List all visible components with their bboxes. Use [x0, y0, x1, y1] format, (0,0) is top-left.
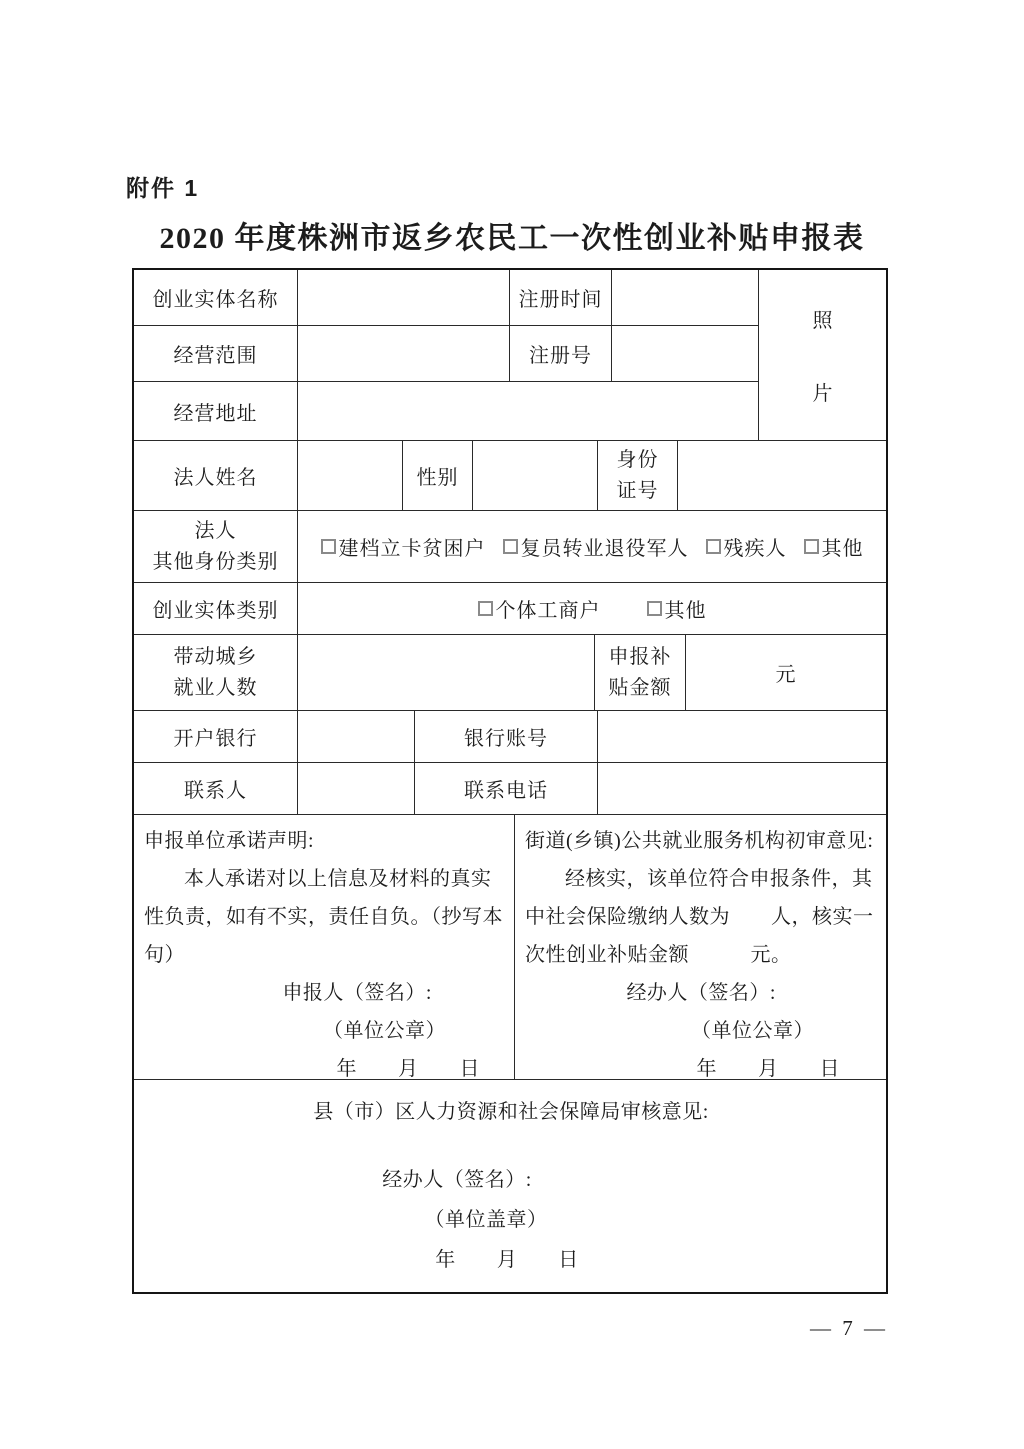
declaration-title: 申报单位承诺声明: [144, 830, 315, 852]
legal-name-input-cell[interactable] [298, 441, 403, 510]
address-label: 经营地址 [134, 382, 298, 440]
business-scope-label: 经营范围 [134, 326, 298, 381]
street-review-date-label: 年 月 日 [696, 1058, 840, 1080]
checkbox-entity-other-icon[interactable] [647, 601, 662, 616]
subsidy-amount-input-cell[interactable] [686, 635, 886, 710]
street-review-sign-label: 经办人（签名）: [626, 982, 776, 1004]
reg-no-input-cell[interactable] [612, 326, 758, 381]
address-input-cell[interactable] [298, 382, 758, 440]
county-review-date-label: 年 月 日 [435, 1249, 579, 1271]
bank-account-input-cell[interactable] [598, 711, 886, 762]
contact-label: 联系人 [134, 763, 298, 814]
street-review-body: 经核实，该单位符合申报条件，其中社会保险缴纳人数为 人，核实一次性创业补贴金额 元。 [525, 868, 874, 966]
application-form-table [132, 268, 888, 1294]
bank-label: 开户银行 [134, 711, 298, 762]
county-review-cell [134, 1080, 886, 1292]
reg-time-label: 注册时间 [510, 270, 612, 325]
id-number-label: 身份 证号 [598, 441, 678, 510]
other-identity-label: 法人 其他身份类别 [134, 511, 298, 582]
county-review-title: 县（市）区人力资源和社会保障局审核意见: [313, 1101, 709, 1123]
employment-input-cell[interactable] [298, 635, 595, 710]
gender-label: 性别 [403, 441, 473, 510]
attachment-label: 附件 1 [126, 175, 200, 201]
photo-label-line2: 片 [812, 383, 833, 405]
bank-account-label: 银行账号 [415, 711, 598, 762]
option-poverty-household[interactable]: 建档立卡贫困户 [321, 532, 486, 561]
option-disabled[interactable]: 残疾人 [706, 532, 787, 561]
photo-label-line1: 照 [812, 310, 833, 332]
entity-name-input-cell[interactable] [298, 270, 510, 325]
option-veteran[interactable]: 复员转业退役军人 [503, 532, 689, 561]
legal-name-label: 法人姓名 [134, 441, 298, 510]
applicant-declaration-cell [134, 815, 515, 1079]
option-identity-other[interactable]: 其他 [804, 532, 864, 561]
checkbox-disabled-icon[interactable] [706, 539, 721, 554]
declaration-seal-label: （单位公章） [323, 1020, 446, 1042]
photo-cell[interactable] [759, 270, 886, 440]
declaration-date-label: 年 月 日 [336, 1058, 480, 1080]
bank-input-cell[interactable] [298, 711, 415, 762]
other-identity-options [298, 511, 886, 582]
checkbox-poverty-household-icon[interactable] [321, 539, 336, 554]
page-title: 2020 年度株洲市返乡农民工一次性创业补贴申报表 [159, 222, 865, 255]
county-review-sign-label: 经办人（签名）: [382, 1169, 532, 1191]
checkbox-veteran-icon[interactable] [503, 539, 518, 554]
gender-input-cell[interactable] [473, 441, 598, 510]
declaration-sign-label: 申报人（签名）: [282, 982, 432, 1004]
contact-input-cell[interactable] [298, 763, 415, 814]
street-review-cell [515, 815, 886, 1079]
subsidy-unit: 元 [775, 664, 797, 686]
contact-phone-input-cell[interactable] [598, 763, 886, 814]
employment-label: 带动城乡 就业人数 [134, 635, 298, 710]
top-section [134, 270, 886, 441]
county-review-seal-label: （单位盖章） [424, 1209, 548, 1231]
id-number-input-cell[interactable] [678, 441, 886, 510]
contact-phone-label: 联系电话 [415, 763, 598, 814]
checkbox-identity-other-icon[interactable] [804, 539, 819, 554]
street-review-title: 街道(乡镇)公共就业服务机构初审意见: [525, 830, 874, 852]
reg-time-input-cell[interactable] [612, 270, 758, 325]
business-scope-input-cell[interactable] [298, 326, 510, 381]
option-individual-business[interactable]: 个体工商户 [478, 594, 601, 623]
entity-name-label: 创业实体名称 [134, 270, 298, 325]
reg-no-label: 注册号 [510, 326, 612, 381]
entity-type-options [298, 583, 886, 634]
declaration-body: 本人承诺对以上信息及材料的真实性负责，如有不实，责任自负。（抄写本句） [144, 868, 503, 966]
page-number: — 7 — [810, 1316, 888, 1340]
option-entity-other[interactable]: 其他 [647, 594, 707, 623]
subsidy-amount-label: 申报补 贴金额 [595, 635, 686, 710]
checkbox-individual-business-icon[interactable] [478, 601, 493, 616]
street-review-seal-label: （单位公章） [691, 1020, 814, 1042]
entity-type-label: 创业实体类别 [134, 583, 298, 634]
